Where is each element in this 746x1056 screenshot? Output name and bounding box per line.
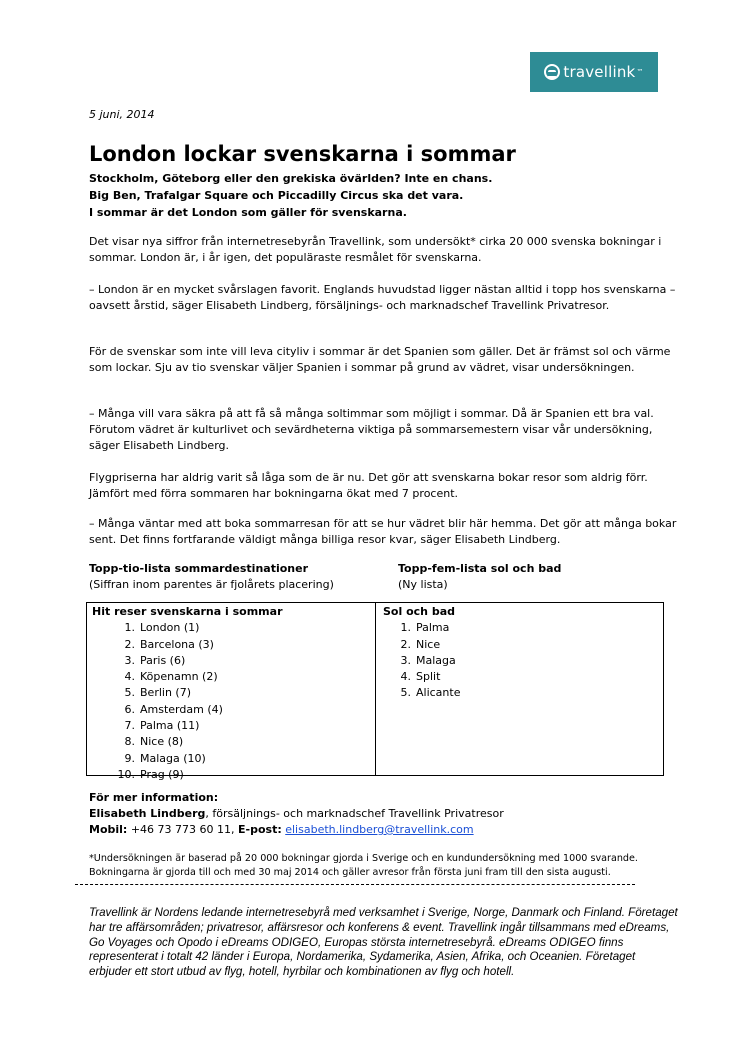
top-ten-heading-block <box>89 561 334 593</box>
right-list-item <box>383 685 663 701</box>
right-list-item <box>383 653 663 669</box>
left-list-item <box>92 685 375 701</box>
right-list-item <box>383 669 663 685</box>
top-ten-cell <box>87 603 376 781</box>
list-item-text: Split <box>416 670 441 684</box>
body-paragraph: För de svenskar som inte vill leva cityliv i sommar är det Spanien som gäller. Det är främst sol och värme som lockar. Sju av tio svenskar väljer Spanien i sommar på grund av vädret, visar undersökningen. <box>89 345 671 374</box>
body-paragraph: Flygpriserna har aldrig varit så låga som de är nu. Det gör att svenskarna bokar resor som aldrig förr. Jämfört med förra sommaren har bokningarna ökat med 7 procent. <box>89 471 648 500</box>
list-item-text: Palma <box>416 621 450 635</box>
left-list-item <box>92 702 375 718</box>
list-item-number: 8. <box>124 735 135 749</box>
contact-role: , försäljnings- och marknadschef Travellink Privatresor <box>205 807 504 820</box>
top-five-heading: Topp-fem-lista sol och bad <box>398 562 562 575</box>
logo-text: travellink <box>563 63 636 81</box>
mobile-label: Mobil: <box>89 823 128 836</box>
dashed-divider <box>75 884 635 885</box>
list-item-text: Prag (9) <box>140 767 184 781</box>
left-list-item <box>92 637 375 653</box>
logo-trademark: ™ <box>636 68 644 76</box>
list-item-text: Nice (8) <box>140 735 184 749</box>
top-ten-subheading: (Siffran inom parentes är fjolårets placering) <box>89 578 334 591</box>
list-item-number: 1. <box>124 621 135 635</box>
email-label: E-post: <box>238 823 282 836</box>
list-item-text: Nice <box>416 637 441 651</box>
list-item-number: 3. <box>124 653 135 667</box>
lead-line: I sommar är det London som gäller för svenskarna. <box>89 206 407 219</box>
list-item-number: 2. <box>400 637 411 651</box>
list-item-text: Amsterdam (4) <box>140 702 223 716</box>
list-item-text: Palma (11) <box>140 719 200 733</box>
top-ten-list <box>92 620 375 783</box>
list-item-number: 9. <box>124 751 135 765</box>
lead-text <box>89 170 492 221</box>
globe-icon <box>544 64 560 80</box>
list-item-number: 2. <box>124 637 135 651</box>
top-five-heading-block <box>398 561 561 593</box>
list-item-text: Malaga (10) <box>140 751 206 765</box>
top-five-cell <box>376 603 663 775</box>
right-list-item <box>383 637 663 653</box>
destinations-table <box>86 602 664 781</box>
mobile-number: +46 73 773 60 11, <box>127 823 239 836</box>
lead-line: Big Ben, Trafalgar Square och Piccadilly Circus ska det vara. <box>89 189 464 202</box>
list-item-text: Malaga <box>416 653 456 667</box>
left-list-item <box>92 653 375 669</box>
list-item-text: Barcelona (3) <box>140 637 214 651</box>
contact-name: Elisabeth Lindberg <box>89 807 206 820</box>
left-list-item <box>92 734 375 750</box>
body-paragraph: – Många väntar med att boka sommarresan för att se hur vädret blir här hemma. Det gör att många bokar sent. Det finns fortfarande väldigt många billiga resor kvar, säger Elisabeth Lindberg. <box>89 517 677 546</box>
body-paragraph: – London är en mycket svårslagen favorit. Englands huvudstad ligger nästan alltid i topp hos svenskarna – oavsett årstid, säger Elisabeth Lindberg, försäljnings- och marknadschef Travellink Privatresor. <box>89 283 676 312</box>
list-item-number: 7. <box>124 719 135 733</box>
contact-details-line <box>89 822 504 838</box>
contact-heading: För mer information: <box>89 791 219 804</box>
list-item-number: 1. <box>400 621 411 635</box>
list-item-number: 5. <box>400 686 411 700</box>
top-five-list <box>383 620 663 701</box>
body-paragraph: Det visar nya siffror från internetresebyrån Travellink, som undersökt* cirka 20 000 svenska bokningar i sommar. London är, i år igen, det populäraste resmålet för svenskarna. <box>89 235 662 264</box>
left-list-item <box>92 751 375 767</box>
list-item-number: 4. <box>400 670 411 684</box>
survey-footnote: *Undersökningen är baserad på 20 000 bokningar gjorda i Sverige och en kundundersökning med 1000 svarande. Bokningarna är gjorda till och med 30 maj 2014 och gäller avresor från första juni fram till den sista augusti. <box>89 853 638 878</box>
left-list-item <box>92 718 375 734</box>
top-ten-heading: Topp-tio-lista sommardestinationer <box>89 562 309 575</box>
release-date: 5 juni, 2014 <box>89 108 155 121</box>
body-paragraph: – Många vill vara säkra på att få så många soltimmar som möjligt i sommar. Då är Spanien ett bra val. Förutom vädret är kulturlivet och sevärdheterna viktiga på sommarsemestern visar vår undersökning, säger Elisabeth Lindberg. <box>89 407 654 452</box>
contact-person-line <box>89 806 504 822</box>
headline: London lockar svenskarna i sommar <box>89 142 516 166</box>
list-item-text: London (1) <box>140 621 200 635</box>
list-item-number: 10. <box>117 767 135 781</box>
list-item-number: 3. <box>400 653 411 667</box>
list-item-number: 5. <box>124 686 135 700</box>
contact-block <box>89 790 504 838</box>
left-list-item <box>92 669 375 685</box>
left-list-item <box>92 767 375 783</box>
lead-line: Stockholm, Göteborg eller den grekiska övärlden? Inte en chans. <box>89 172 493 185</box>
right-list-item <box>383 620 663 636</box>
list-item-number: 6. <box>124 702 135 716</box>
about-travellink: Travellink är Nordens ledande internetresebyrå med verksamhet i Sverige, Norge, Danmark och Finland. Företaget har tre affärsområden; privatresor, affärsresor och konferens & event. Travellink ingår tillsammans med eDreams, Go Voyages och Opodo i eDreams ODIGEO, Europas största internetresebyrå. eDreams ODIGEO finns representerat i totalt 42 länder i Europa, Nordamerika, Sydamerika, Asien, Afrika, och Oceanien. Företaget erbjuder ett stort utbud av flyg, hotell, hyrbilar och kombinationen av flyg och hotell. <box>89 906 678 979</box>
top-ten-table-header: Hit reser svenskarna i sommar <box>92 605 283 618</box>
list-item-number: 4. <box>124 670 135 684</box>
list-item-text: Paris (6) <box>140 653 186 667</box>
list-item-text: Alicante <box>416 686 461 700</box>
list-item-text: Berlin (7) <box>140 686 191 700</box>
top-five-subheading: (Ny lista) <box>398 578 448 591</box>
left-list-item <box>92 620 375 636</box>
email-link[interactable]: elisabeth.lindberg@travellink.com <box>285 823 474 836</box>
travellink-logo <box>530 52 658 92</box>
list-item-text: Köpenamn (2) <box>140 670 218 684</box>
top-five-table-header: Sol och bad <box>383 605 455 618</box>
